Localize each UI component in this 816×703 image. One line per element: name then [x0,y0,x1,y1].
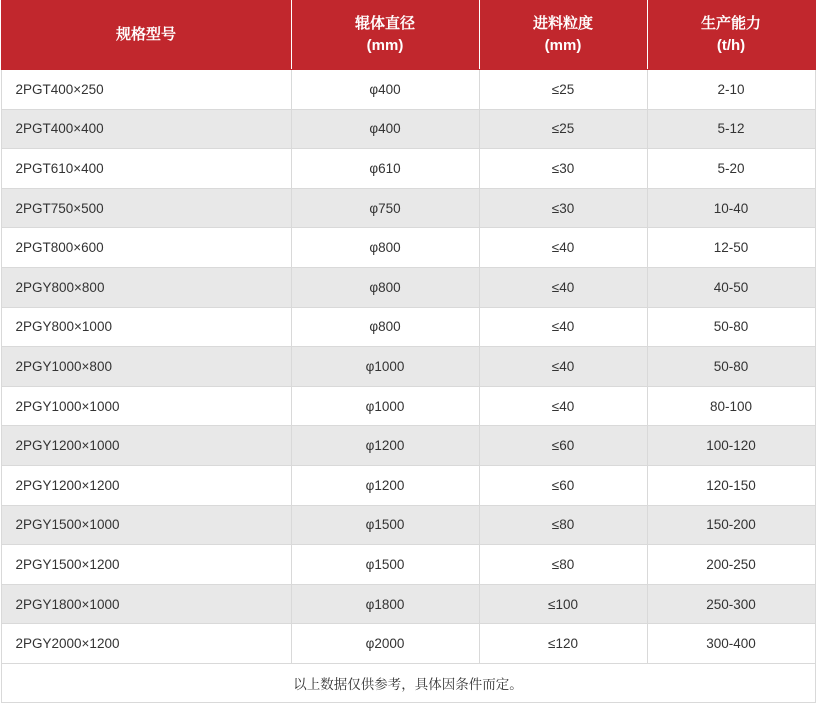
cell-model: 2PGY1500×1000 [1,505,291,545]
cell-diameter: φ1000 [291,347,479,387]
specification-table [1,0,816,703]
cell-diameter: φ400 [291,70,479,110]
column-header-capacity-line1: 生产能力 [700,15,761,32]
column-header-capacity [647,1,815,70]
cell-model: 2PGT400×250 [1,70,291,110]
cell-diameter: φ800 [291,228,479,268]
column-header-model-line1: 规格型号 [115,26,176,43]
cell-diameter: φ1500 [291,505,479,545]
cell-diameter: φ750 [291,188,479,228]
cell-capacity: 2-10 [647,70,815,110]
cell-feed: ≤25 [479,109,647,149]
cell-feed: ≤60 [479,426,647,466]
cell-feed: ≤25 [479,70,647,110]
cell-model: 2PGT400×400 [1,109,291,149]
cell-feed: ≤40 [479,267,647,307]
cell-capacity: 300-400 [647,624,815,664]
table-row [1,70,815,110]
cell-model: 2PGY1200×1200 [1,465,291,505]
column-header-roller-diameter-line2: (mm) [366,37,404,54]
cell-capacity: 200-250 [647,545,815,585]
cell-feed: ≤40 [479,307,647,347]
table-row [1,188,815,228]
table-row [1,624,815,664]
column-header-feed-size-line2: (mm) [544,37,582,54]
column-header-roller-diameter-line1: 辊体直径 [354,15,415,32]
table-row [1,386,815,426]
cell-capacity: 12-50 [647,228,815,268]
cell-diameter: φ610 [291,149,479,189]
cell-capacity: 120-150 [647,465,815,505]
cell-model: 2PGY1000×800 [1,347,291,387]
cell-capacity: 100-120 [647,426,815,466]
cell-capacity: 150-200 [647,505,815,545]
column-header-model [1,1,291,70]
column-header-feed-size [479,1,647,70]
table-row [1,307,815,347]
cell-diameter: φ1000 [291,386,479,426]
cell-diameter: φ800 [291,307,479,347]
cell-diameter: φ1500 [291,545,479,585]
table-row [1,584,815,624]
cell-diameter: φ1800 [291,584,479,624]
table-header [1,1,815,70]
cell-capacity: 50-80 [647,307,815,347]
cell-model: 2PGT750×500 [1,188,291,228]
cell-feed: ≤60 [479,465,647,505]
table-row [1,545,815,585]
table-row [1,426,815,466]
table-row [1,267,815,307]
table-row [1,505,815,545]
cell-diameter: φ2000 [291,624,479,664]
table-row [1,347,815,387]
table-footnote: 以上数据仅供参考，具体因条件而定。 [1,663,815,702]
cell-model: 2PGT800×600 [1,228,291,268]
table-row [1,228,815,268]
cell-diameter: φ1200 [291,465,479,505]
cell-model: 2PGY1800×1000 [1,584,291,624]
cell-feed: ≤30 [479,149,647,189]
cell-feed: ≤40 [479,347,647,387]
cell-diameter: φ1200 [291,426,479,466]
cell-model: 2PGY800×800 [1,267,291,307]
cell-feed: ≤30 [479,188,647,228]
table-header-row [1,1,815,70]
cell-feed: ≤40 [479,386,647,426]
cell-model: 2PGY1000×1000 [1,386,291,426]
cell-capacity: 10-40 [647,188,815,228]
cell-capacity: 250-300 [647,584,815,624]
cell-capacity: 80-100 [647,386,815,426]
cell-capacity: 40-50 [647,267,815,307]
table-body [1,70,815,703]
cell-diameter: φ400 [291,109,479,149]
column-header-feed-size-line1: 进料粒度 [532,15,593,32]
cell-capacity: 5-20 [647,149,815,189]
cell-diameter: φ800 [291,267,479,307]
column-header-roller-diameter [291,1,479,70]
cell-model: 2PGT610×400 [1,149,291,189]
cell-feed: ≤80 [479,505,647,545]
cell-model: 2PGY2000×1200 [1,624,291,664]
cell-feed: ≤40 [479,228,647,268]
cell-capacity: 50-80 [647,347,815,387]
table-row [1,149,815,189]
cell-feed: ≤100 [479,584,647,624]
cell-capacity: 5-12 [647,109,815,149]
table-row [1,465,815,505]
cell-model: 2PGY1500×1200 [1,545,291,585]
cell-feed: ≤80 [479,545,647,585]
table-footnote-row [1,663,815,702]
cell-feed: ≤120 [479,624,647,664]
column-header-capacity-line2: (t/h) [716,37,746,54]
table-row [1,109,815,149]
cell-model: 2PGY800×1000 [1,307,291,347]
cell-model: 2PGY1200×1000 [1,426,291,466]
